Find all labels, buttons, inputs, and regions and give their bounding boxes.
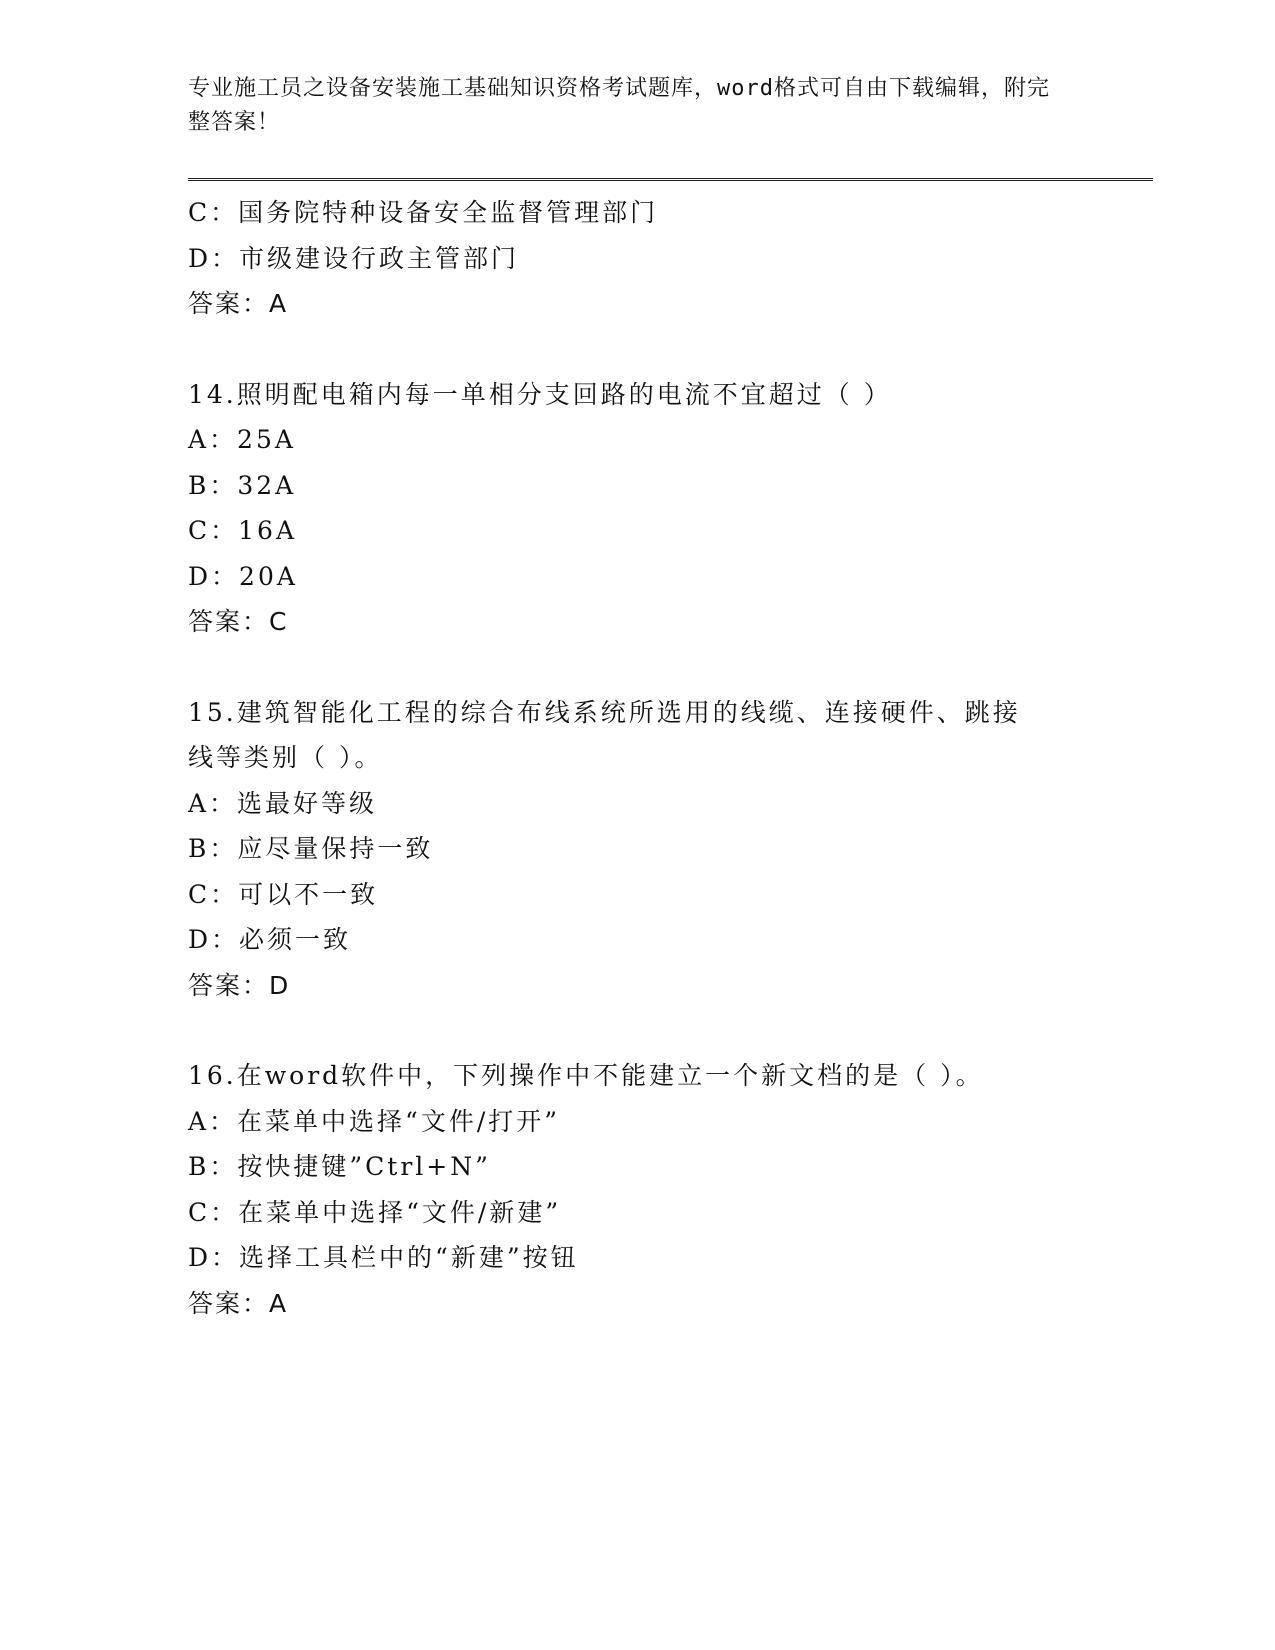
answer-line: 答案：A bbox=[188, 289, 289, 318]
option-c: C：国务院特种设备安全监督管理部门 bbox=[188, 198, 659, 227]
page-header: 专业施工员之设备安装施工基础知识资格考试题库，word格式可自由下载编辑，附完整答案！ bbox=[188, 76, 1050, 135]
answer-line: 答案：A bbox=[188, 1288, 289, 1318]
question-block-15 bbox=[188, 690, 1088, 1009]
option-b: B：按快捷键”Ctrl+N” bbox=[188, 1152, 491, 1181]
question-title: 16.在word软件中，下列操作中不能建立一个新文档的是（ ）。 bbox=[188, 1061, 984, 1090]
answer-line: 答案：C bbox=[188, 607, 289, 636]
question-title: 15.建筑智能化工程的综合布线系统所选用的线缆、连接硬件、跳接线等类别（ ）。 bbox=[188, 697, 1021, 772]
option-b: B：32A bbox=[188, 470, 297, 500]
question-list bbox=[188, 190, 1088, 1326]
question-block-14 bbox=[188, 372, 1088, 645]
header-divider bbox=[188, 178, 1153, 181]
option-c: C：16A bbox=[188, 516, 297, 545]
answer-line: 答案：D bbox=[188, 970, 291, 1000]
option-c: C：在菜单中选择“文件/新建” bbox=[188, 1197, 562, 1227]
option-a: A：选最好等级 bbox=[188, 788, 378, 818]
option-a: A：25A bbox=[188, 425, 296, 454]
option-d: D：市级建设行政主管部门 bbox=[188, 243, 520, 273]
option-d: D：20A bbox=[188, 561, 298, 591]
option-b: B：应尽量保持一致 bbox=[188, 834, 434, 863]
question-block-16 bbox=[188, 1053, 1088, 1326]
option-c: C：可以不一致 bbox=[188, 879, 379, 909]
option-d: D：选择工具栏中的“新建”按钮 bbox=[188, 1243, 579, 1272]
option-d: D：必须一致 bbox=[188, 925, 352, 954]
question-block-13 bbox=[188, 190, 1088, 327]
question-title: 14.照明配电箱内每一单相分支回路的电流不宜超过（ ） bbox=[188, 379, 892, 409]
option-a: A：在菜单中选择“文件/打开” bbox=[188, 1106, 561, 1136]
